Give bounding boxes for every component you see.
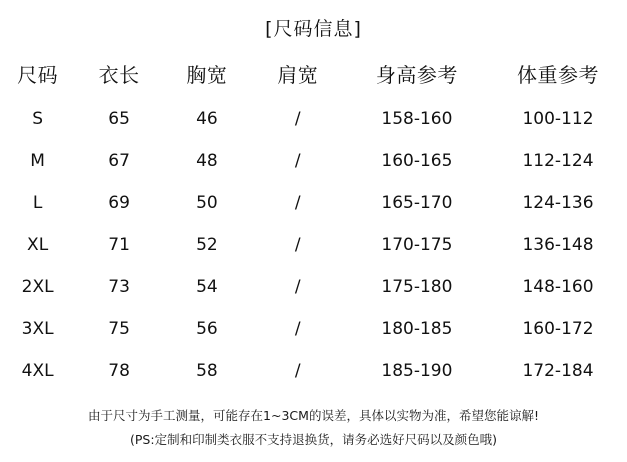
cell-shoulder-width: / bbox=[294, 235, 301, 255]
table-row bbox=[0, 98, 627, 140]
cell-length: 71 bbox=[108, 235, 130, 255]
cell-height-reference: 185-190 bbox=[381, 361, 453, 381]
cell-weight-reference: 124-136 bbox=[522, 193, 594, 213]
cell-height-reference: 160-165 bbox=[381, 151, 453, 171]
cell-height-reference: 180-185 bbox=[381, 319, 453, 339]
cell-size: 3XL bbox=[21, 319, 54, 339]
cell-chest-width: 52 bbox=[196, 235, 218, 255]
cell-length: 65 bbox=[108, 109, 130, 129]
table-row bbox=[0, 350, 627, 392]
size-table bbox=[0, 51, 627, 392]
cell-shoulder-width: / bbox=[294, 151, 301, 171]
cell-size: 4XL bbox=[21, 361, 54, 381]
cell-height-reference: 170-175 bbox=[381, 235, 453, 255]
column-header-size: 尺码 bbox=[17, 63, 59, 87]
note-no-returns: (PS:定制和印制类衣服不支持退换货，请务必选好尺码以及颜色哦) bbox=[130, 431, 497, 447]
cell-size: L bbox=[32, 193, 43, 213]
footer-notes bbox=[0, 392, 627, 452]
column-header-shoulder-width: 肩宽 bbox=[277, 63, 319, 87]
cell-size: 2XL bbox=[21, 277, 54, 297]
cell-weight-reference: 100-112 bbox=[522, 109, 594, 129]
column-header-length: 衣长 bbox=[98, 63, 140, 87]
note-measurement-tolerance: 由于尺寸为手工测量，可能存在1~3CM的误差，具体以实物为准，希望您能谅解! bbox=[88, 408, 539, 423]
cell-chest-width: 46 bbox=[196, 109, 218, 129]
table-body bbox=[0, 98, 627, 392]
cell-length: 73 bbox=[108, 277, 130, 297]
cell-weight-reference: 148-160 bbox=[522, 277, 594, 297]
cell-chest-width: 54 bbox=[196, 277, 218, 297]
column-header-weight-reference: 体重参考 bbox=[517, 63, 599, 87]
cell-height-reference: 158-160 bbox=[381, 109, 453, 129]
table-row bbox=[0, 140, 627, 182]
cell-size: S bbox=[32, 109, 44, 129]
cell-shoulder-width: / bbox=[294, 109, 301, 129]
cell-weight-reference: 172-184 bbox=[522, 361, 594, 381]
table-header bbox=[0, 51, 627, 98]
cell-chest-width: 58 bbox=[196, 361, 218, 381]
column-header-height-reference: 身高参考 bbox=[375, 63, 458, 87]
cell-size: M bbox=[30, 151, 45, 171]
column-header-chest-width: 胸宽 bbox=[186, 63, 228, 87]
cell-weight-reference: 136-148 bbox=[522, 235, 594, 255]
cell-length: 75 bbox=[108, 319, 130, 339]
table-row bbox=[0, 308, 627, 350]
cell-length: 69 bbox=[108, 193, 130, 213]
cell-shoulder-width: / bbox=[294, 193, 301, 213]
table-row bbox=[0, 182, 627, 224]
cell-shoulder-width: / bbox=[294, 361, 301, 381]
cell-height-reference: 165-170 bbox=[381, 193, 453, 213]
table-header-row bbox=[0, 51, 627, 98]
cell-size: XL bbox=[27, 235, 49, 255]
table-row bbox=[0, 266, 627, 308]
cell-weight-reference: 160-172 bbox=[522, 319, 594, 339]
cell-shoulder-width: / bbox=[294, 277, 301, 297]
cell-chest-width: 56 bbox=[196, 319, 218, 339]
page-title: [尺码信息] bbox=[265, 18, 362, 40]
cell-weight-reference: 112-124 bbox=[522, 151, 594, 171]
cell-length: 78 bbox=[108, 361, 130, 381]
cell-length: 67 bbox=[108, 151, 130, 171]
cell-shoulder-width: / bbox=[294, 319, 301, 339]
cell-height-reference: 175-180 bbox=[381, 277, 453, 297]
cell-chest-width: 48 bbox=[196, 151, 218, 171]
table-row bbox=[0, 224, 627, 266]
cell-chest-width: 50 bbox=[196, 193, 218, 213]
